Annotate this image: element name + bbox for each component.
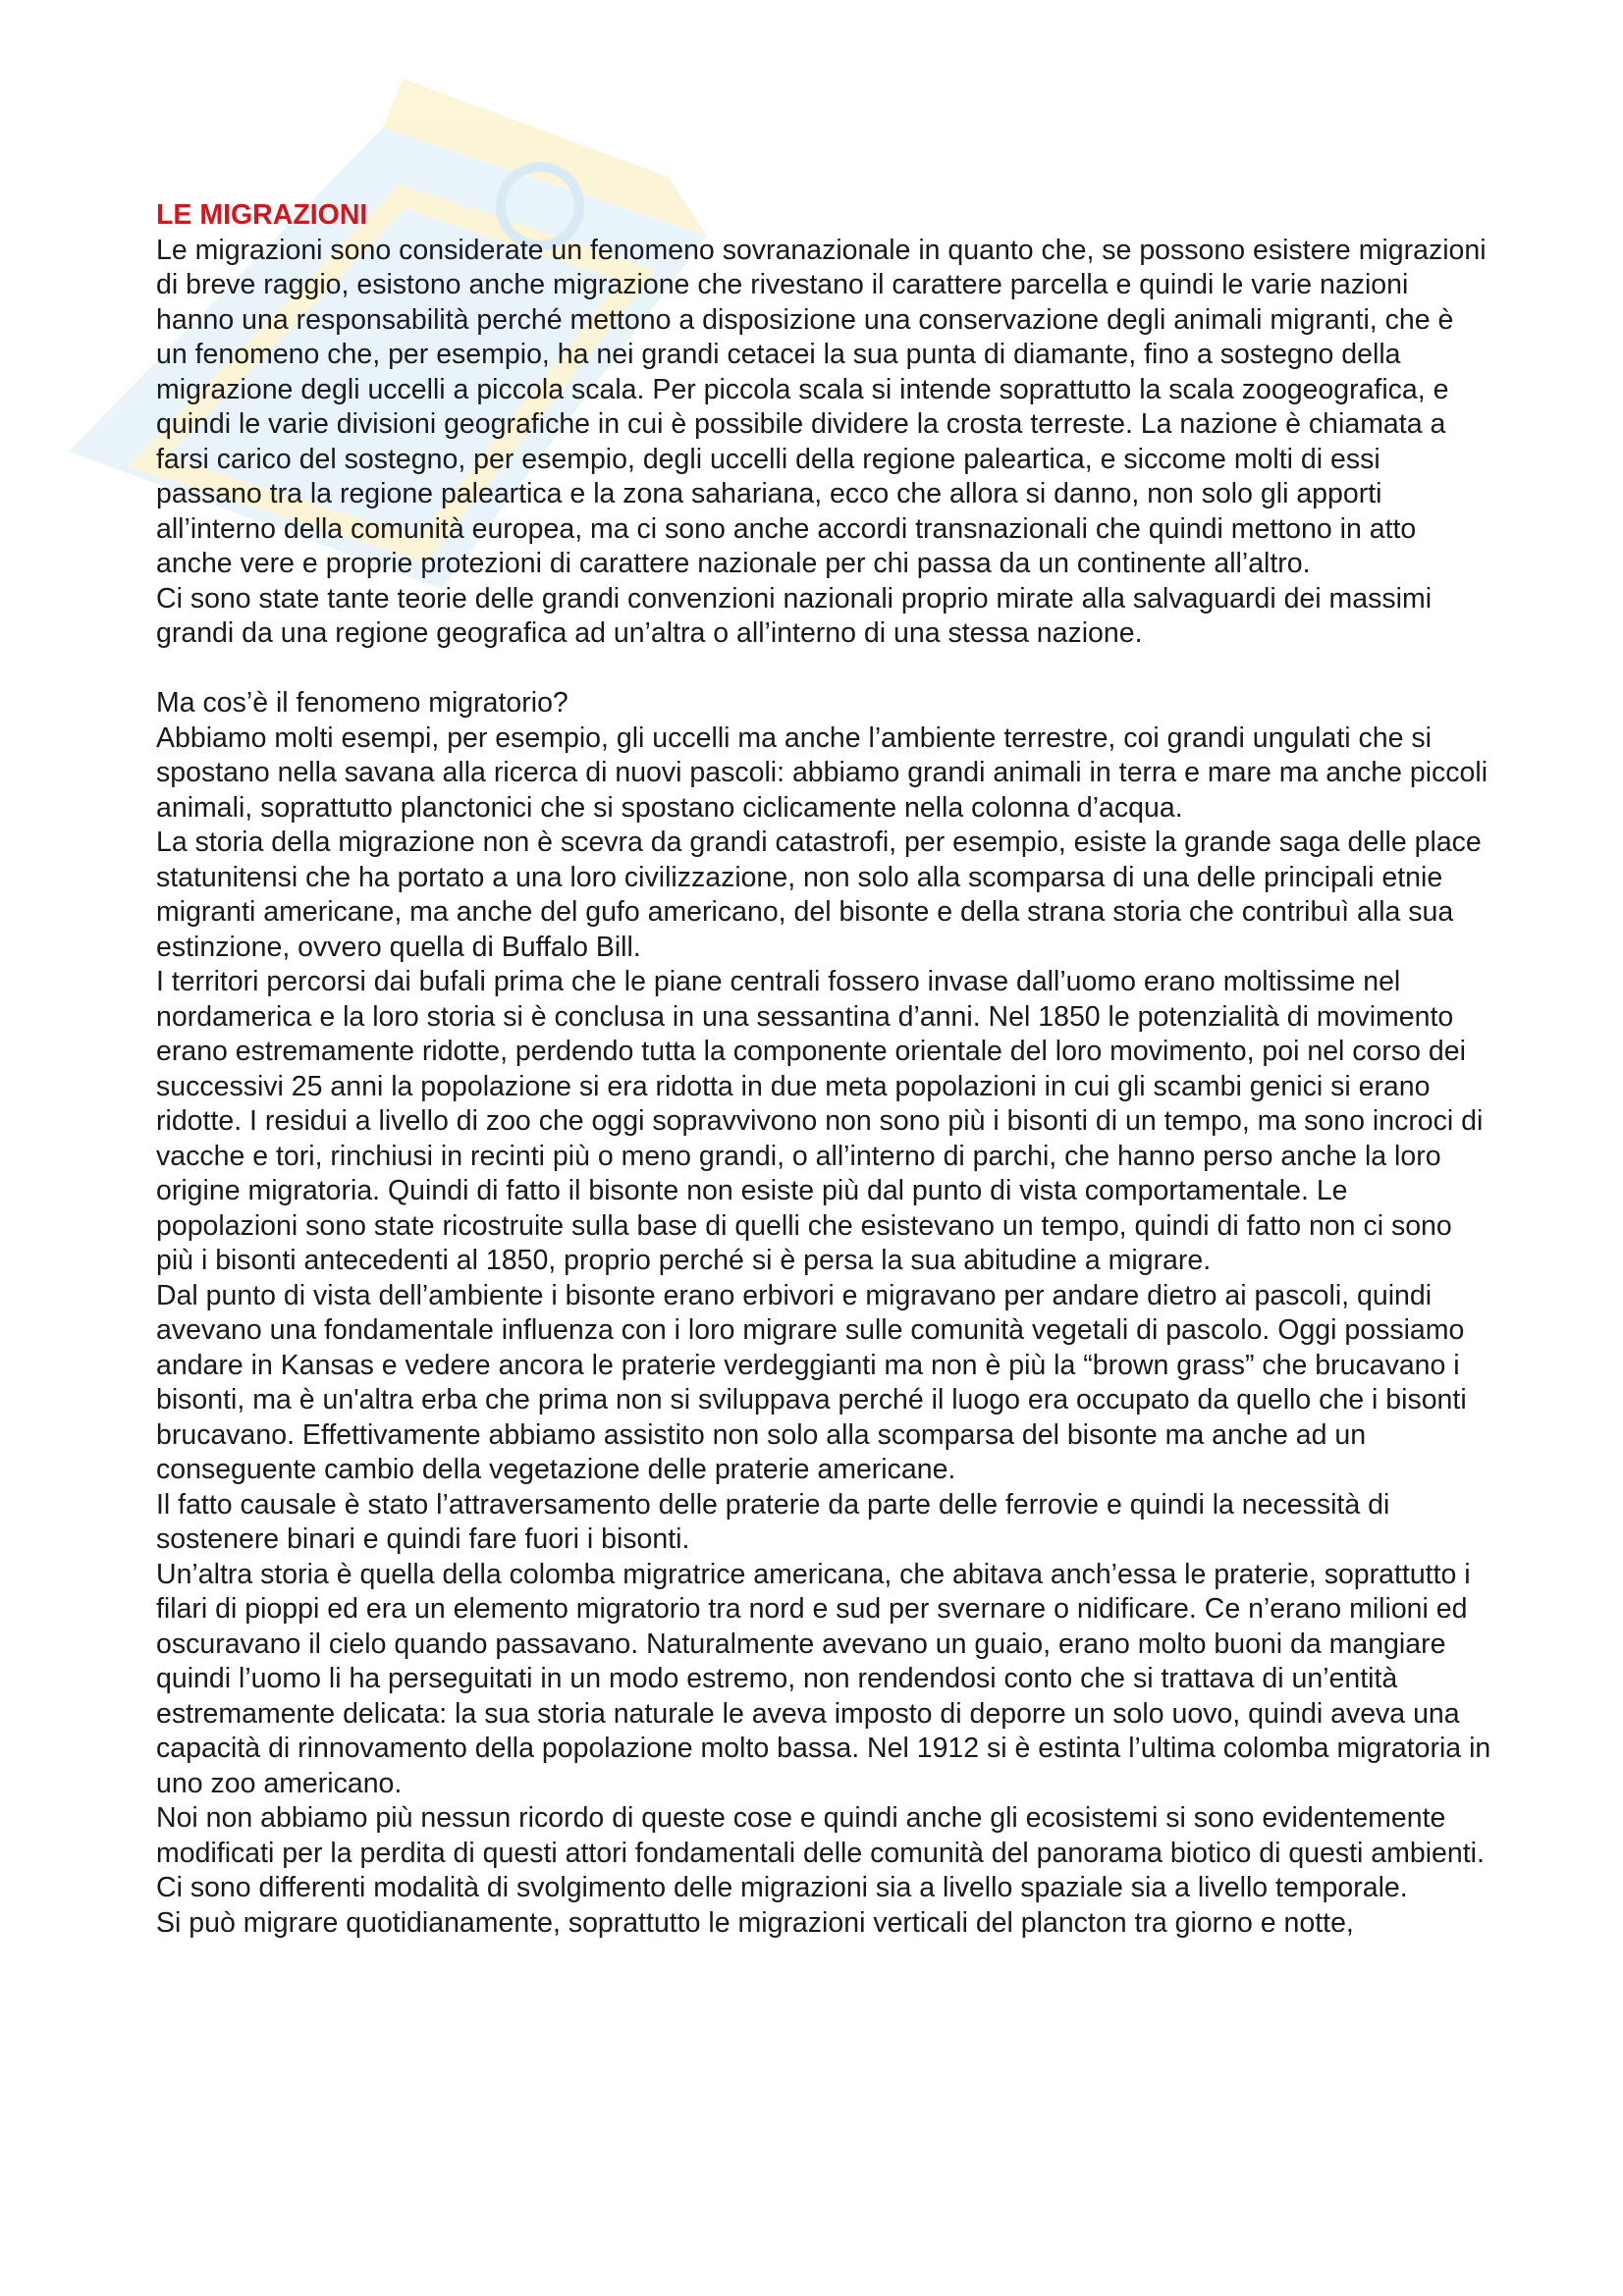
paragraph: Ci sono state tante teorie delle grandi convenzioni nazionali proprio mirate alla salvaguardi dei massimi grandi da una regione geografica ad un’altra o all’interno di una stessa nazione.	[156, 582, 1433, 649]
paragraph: I territori percorsi dai bufali prima che le piane centrali fossero invase dall’uomo erano moltissime nel nordamerica e la loro storia si è conclusa in una sessantina d’anni. Nel 1850 le potenzialità di movimento erano estremamente ridotte, perdendo tutta la componente orientale del loro movimento, poi nel corso dei successivi 25 anni la popolazione si era ridotta in due meta popolazioni in cui gli scambi genici si erano ridotte. I residui a livello di zoo che oggi sopravvivono non sono più i bisonti di un tempo, ma sono incroci di vacche e tori, rinchiusi in recinti più o meno grandi, o all’interno di parchi, che hanno perso anche la loro origine migratoria. Quindi di fatto il bisonte non esiste più dal punto di vista comportamentale. Le popolazioni sono state ricostruite sulla base di quelli che esistevano un tempo, quindi di fatto non ci sono più i bisonti antecedenti al 1850, proprio perché si è persa la sua abitudine a migrare.	[156, 966, 1484, 1276]
paragraph: Ci sono differenti modalità di svolgimento delle migrazioni sia a livello spaziale sia a livello temporale.	[156, 1872, 1408, 1903]
document-page	[156, 198, 1491, 1941]
paragraph: Noi non abbiamo più nessun ricordo di queste cose e quindi anche gli ecosistemi si sono evidentemente modificati per la perdita di questi attori fondamentali delle comunità del panorama biotico di questi ambienti.	[156, 1802, 1485, 1869]
paragraph: Un’altra storia è quella della colomba migratrice americana, che abitava anch’essa le praterie, soprattutto i filari di pioppi ed era un elemento migratorio tra nord e sud per svernare o nidificare. Ce n’erano milioni ed oscuravano il cielo quando passavano. Naturalmente avevano un guaio, erano molto buoni da mangiare quindi l’uomo li ha perseguitati in un modo estremo, non rendendosi conto che si trattava di un’entità estremamente delicata: la sua storia naturale le aveva imposto di deporre un solo uovo, quindi aveva una capacità di rinnovamento della popolazione molto bassa. Nel 1912 si è estinta l’ultima colomba migratoria in uno zoo americano.	[156, 1558, 1491, 1799]
paragraph: Si può migrare quotidianamente, soprattutto le migrazioni verticali del plancton tra giorno e notte,	[156, 1906, 1354, 1939]
paragraph: Il fatto causale è stato l’attraversamento delle praterie da parte delle ferrovie e quindi la necessità di sostenere binari e quindi fare fuori i bisonti.	[156, 1488, 1390, 1555]
paragraph: Le migrazioni sono considerate un fenomeno sovranazionale in quanto che, se possono esistere migrazioni di breve raggio, esistono anche migrazione che rivestano il carattere parcella e quindi le varie nazioni hanno una responsabilità perché mettono a disposizione una conservazione degli animali migranti, che è un fenomeno che, per esempio, ha nei grandi cetacei la sua punta di diamante, fino a sostegno della migrazione degli uccelli a piccola scala. Per piccola scala si intende soprattutto la scala zoogeografica, e quindi le varie divisioni geografiche in cui è possibile dividere la crosta terreste. La nazione è chiamata a farsi carico del sostegno, per esempio, degli uccelli della regione paleartica, e siccome molti di essi passano tra la regione paleartica e la zona sahariana, ecco che allora si danno, non solo gli apporti all’interno della comunità europea, ma ci sono anche accordi transnazionali che quindi mettono in atto anche vere e proprie protezioni di carattere nazionale per chi passa da un continente all’altro.	[156, 234, 1487, 579]
section-question: Ma cos’è il fenomeno migratorio?	[156, 687, 568, 719]
paragraph: La storia della migrazione non è scevra da grandi catastrofi, per esempio, esiste la grande saga delle place statunitensi che ha portato a una loro civilizzazione, non solo alla scomparsa di una delle principali etnie migranti americane, ma anche del gufo americano, del bisonte e della strana storia che contribuì alla sua estinzione, ovvero quella di Buffalo Bill.	[156, 827, 1482, 963]
paragraph: Dal punto di vista dell’ambiente i bisonte erano erbivori e migravano per andare dietro ai pascoli, quindi avevano una fondamentale influenza con i loro migrare sulle comunità vegetali di pascolo. Oggi possiamo andare in Kansas e vedere ancora le praterie verdeggianti ma non è più la “brown grass” che brucavano i bisonti, ma è un'altra erba che prima non si sviluppava perché il luogo era occupato da quello che i bisonti brucavano. Effettivamente abbiamo assistito non solo alla scomparsa del bisonte ma anche ad un conseguente cambio della vegetazione delle praterie americane.	[156, 1279, 1467, 1485]
paragraph: Abbiamo molti esempi, per esempio, gli uccelli ma anche l’ambiente terrestre, coi grandi ungulati che si spostano nella savana alla ricerca di nuovi pascoli: abbiamo grandi animali in terra e mare ma anche piccoli animali, soprattutto planctonici che si spostano ciclicamente nella colonna d’acqua.	[156, 721, 1488, 824]
document-title: LE MIGRAZIONI	[156, 199, 368, 231]
